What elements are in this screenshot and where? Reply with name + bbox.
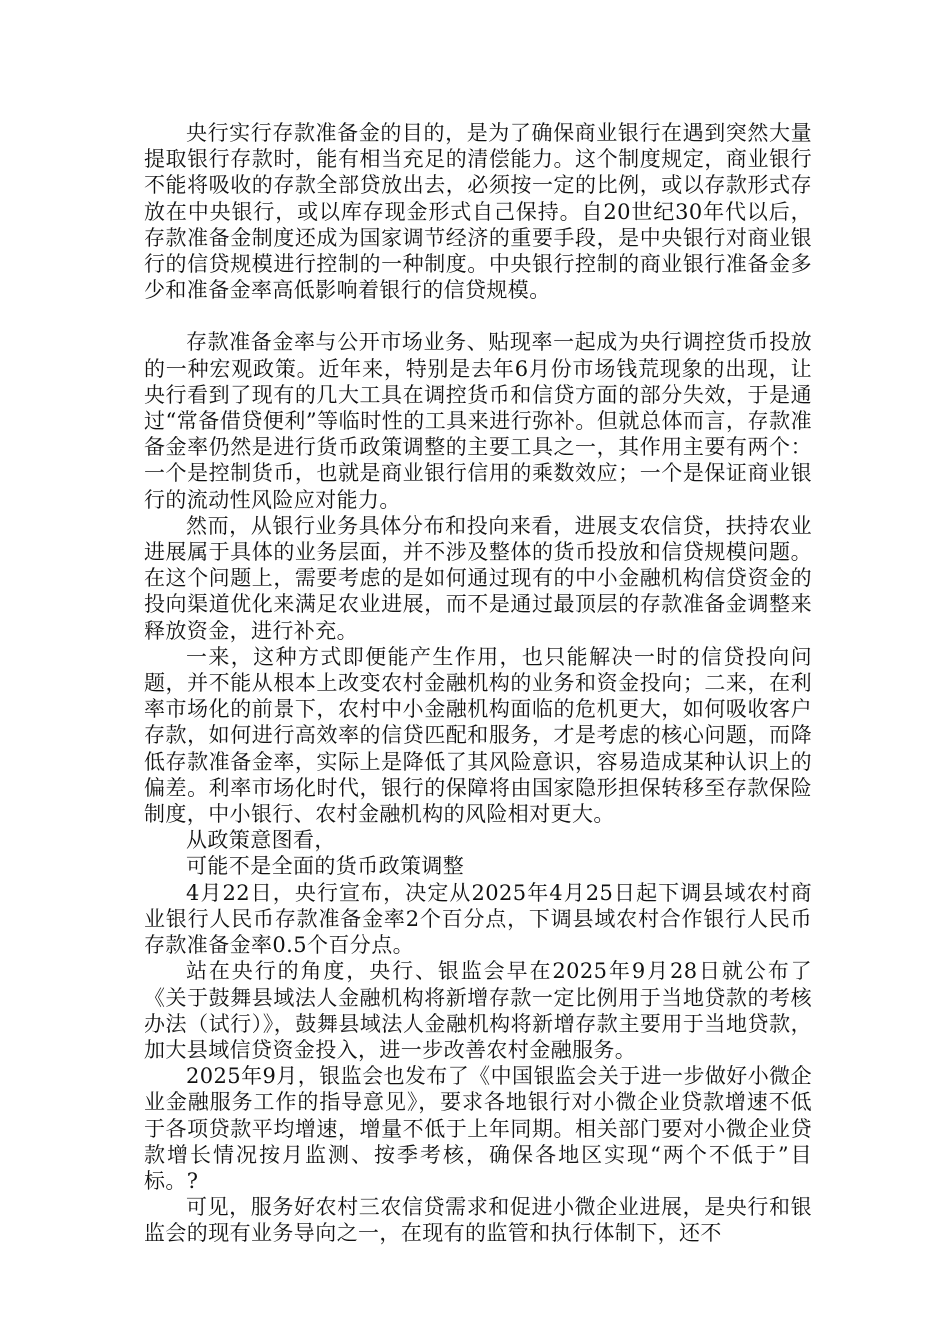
paragraph-reserve-ratio-policy: 存款准备金率与公开市场业务、贴现率一起成为央行调控货币投放的一种宏观政策。近年来，特别是去年6月份市场钱荒现象的出现，让央行看到了现有的几大工具在调控货币和信贷方面的部分失效，于是通过“常备借贷便利”等临时性的工具来进行弥补。但就总体而言，存款准备金率仍然是进行货币政策调整的主要工具之一，其作用主要有两个：一个是控制货币，也就是商业银行信用的乘数效应；一个是保证商业银行的流动性风险应对能力。 <box>144 330 812 512</box>
paragraph-reserve-purpose: 央行实行存款准备金的目的，是为了确保商业银行在遇到突然大量提取银行存款时，能有相当充足的清偿能力。这个制度规定，商业银行不能将吸收的存款全部贷放出去，必须按一定的比例，或以存款形式存放在中央银行，或以库存现金形式自己保持。自20世纪30年代以后，存款准备金制度还成为国家调节经济的重要手段，是中央银行对商业银行的信贷规模进行控制的一种制度。中央银行控制的商业银行准备金多少和准备金率高低影响着银行的信贷规模。 <box>144 121 812 303</box>
document-body <box>144 120 812 1247</box>
paragraph-first-second-reasons: 一来，这种方式即便能产生作用，也只能解决一时的信贷投向问题，并不能从根本上改变农村金融机构的业务和资金投向；二来，在利率市场化的前景下，农村中小金融机构面临的危机更大，如何吸收客户存款，如何进行高效率的信贷匹配和服务，才是考虑的核心问题，而降低存款准备金率，实际上是降低了其风险意识，容易造成某种认识上的偏差。利率市场化时代，银行的保障将由国家隐形担保转移至存款保险制度，中小银行、农村金融机构的风险相对更大。 <box>144 644 812 827</box>
paragraph-april-announcement: 4月22日，央行宣布，决定从2025年4月25日起下调县域农村商业银行人民币存款准备金率2个百分点，下调县域农村合作银行人民币存款准备金率0.5个百分点。 <box>144 880 812 958</box>
paragraph-business-distribution: 然而，从银行业务具体分布和投向来看，进展支农信贷，扶持农业进展属于具体的业务层面，并不涉及整体的货币投放和信贷规模问题。在这个问题上，需要考虑的是如何通过现有的中小金融机构信贷资金的投向渠道优化来满足农业进展，而不是通过最顶层的存款准备金调整来释放资金，进行补充。 <box>144 513 812 643</box>
paragraph-conclusion: 可见，服务好农村三农信贷需求和促进小微企业进展，是央行和银监会的现有业务导向之一，在现有的监管和执行体制下，还不 <box>144 1195 812 1246</box>
paragraph-policy-intent: 从政策意图看， <box>186 828 336 853</box>
paragraph-subheading: 可能不是全面的货币政策调整 <box>186 854 465 879</box>
paragraph-central-bank-view: 站在央行的角度，央行、银监会早在2025年9月28日就公布了《关于鼓舞县域法人金融机构将新增存款一定比例用于当地贷款的考核办法（试行）》，鼓舞县域法人金融机构将新增存款主要用于当地贷款，加大县域信贷资金投入，进一步改善农村金融服务。 <box>144 959 812 1062</box>
paragraph-cbrc-guidance: 2025年9月，银监会也发布了《中国银监会关于进一步做好小微企业金融服务工作的指导意见》，要求各地银行对小微企业贷款增速不低于各项贷款平均增速，增量不低于上年同期。相关部门要对小微企业贷款增长情况按月监测、按季考核，确保各地区实现“两个不低于”目标。? <box>144 1064 812 1193</box>
